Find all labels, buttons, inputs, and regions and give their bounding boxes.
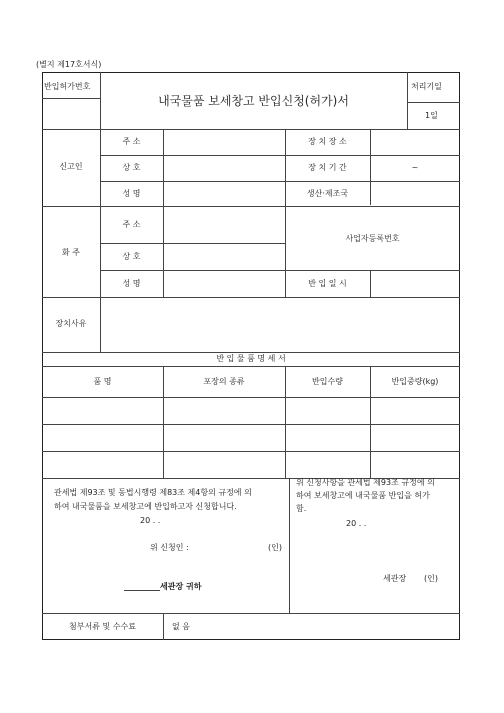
form-title: 내국물품 보세창고 반입신청(허가)서: [158, 94, 349, 108]
processing-period-value: 1일: [425, 111, 438, 120]
application-text-line2: 하여 내국물품을 보세창고에 반입하고자 신청합니다.: [54, 502, 237, 511]
approval-text-line2: 하여 보세창고에 내국물품 반입을 허가: [296, 491, 430, 500]
application-text-line1: 관세법 제93조 및 동법시행령 제83조 제4항의 규정에 의: [54, 488, 252, 497]
origin-country-label: 생산·제조국: [306, 189, 349, 198]
applicant-name-label: 성 명: [122, 189, 141, 198]
storage-reason-label: 장치사유: [55, 319, 87, 328]
applicant-signature-label: 위 신청인 :: [150, 543, 189, 552]
customs-office-blank-line: [124, 590, 160, 591]
owner-group-label: 화 주: [62, 248, 80, 257]
application-date: 20 . .: [140, 516, 161, 525]
owner-trade-name-label: 상 호: [122, 252, 141, 261]
storage-place-label: 장 치 장 소: [308, 137, 347, 146]
approval-date: 20 . .: [346, 519, 367, 528]
attachments-value: 없 음: [172, 622, 190, 631]
col-header-weight: 반입중량(kg): [391, 377, 439, 386]
col-header-packaging: 포장의 종류: [203, 377, 245, 386]
addressee-label: 세관장 귀하: [160, 582, 202, 591]
permit-number-label: 반입허가번호: [44, 82, 91, 91]
approval-seal: (인): [424, 574, 438, 583]
applicant-group-label: 신고인: [59, 162, 83, 171]
owner-address-label: 주 소: [122, 220, 141, 229]
business-reg-label: 사업자등록번호: [345, 234, 400, 243]
applicant-trade-name-label: 상 호: [122, 163, 141, 172]
processing-period-label: 처리기일: [411, 82, 442, 91]
col-header-name: 품 명: [93, 377, 112, 386]
attachments-label: 첨부서류 및 수수료: [69, 622, 136, 631]
approval-text-line3: 함.: [296, 504, 307, 513]
owner-name-label: 성 명: [122, 279, 141, 288]
approval-text-line1: 위 신청사항을 관세법 제93조 규정에 의: [296, 478, 435, 487]
goods-section-title: 반 입 물 품 명 세 서: [216, 354, 286, 363]
col-header-quantity: 반입수량: [312, 377, 343, 386]
storage-period-tilde: ~: [411, 163, 419, 172]
customs-officer-label: 세관장: [383, 574, 407, 583]
form-number-label: (별지 제17호서식): [36, 60, 102, 69]
storage-period-label: 장 치 기 간: [308, 163, 347, 172]
applicant-seal: (인): [268, 543, 282, 552]
import-date-label: 반 입 일 시: [308, 279, 347, 288]
applicant-address-label: 주 소: [122, 137, 141, 146]
